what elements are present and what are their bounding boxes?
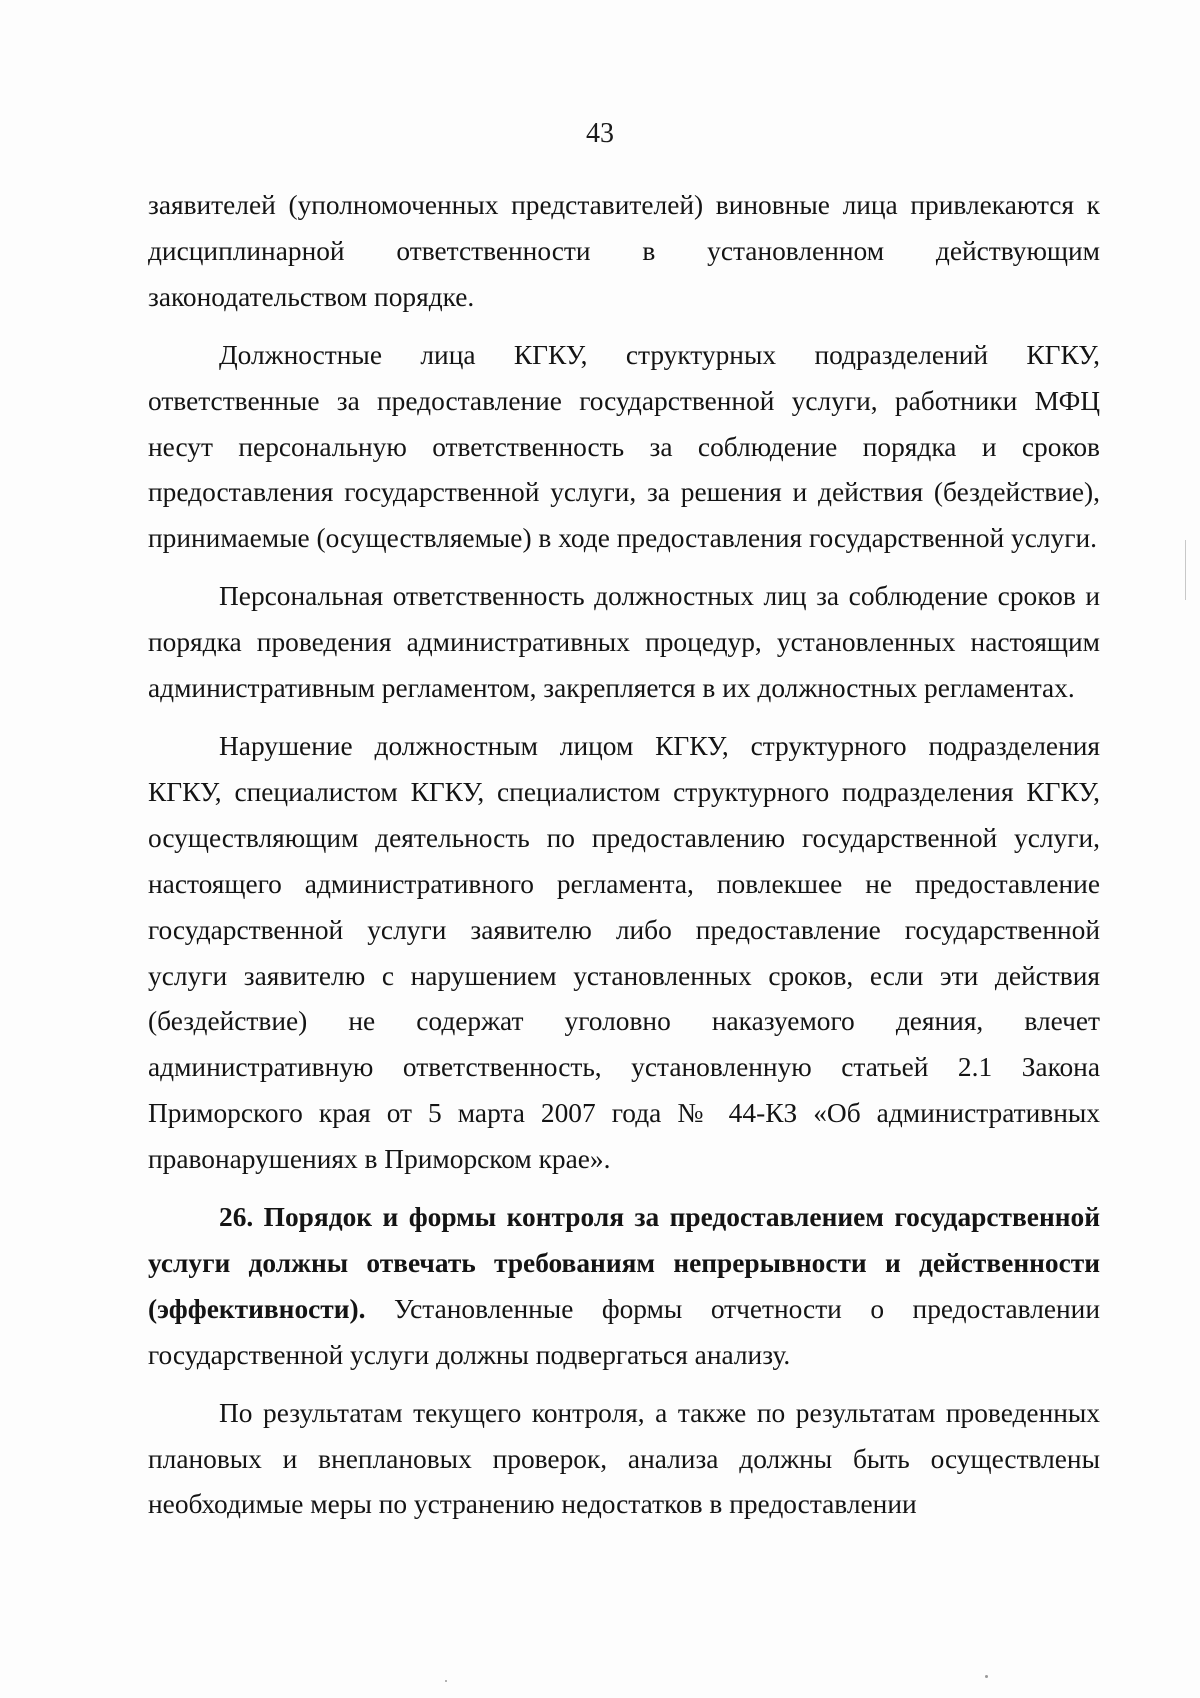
paragraph-continuation: заявителей (уполномоченных представителей) виновные лица привлекаются к дисциплинарной ответственности в установленном действующим законодательством порядке. [148, 190, 1100, 312]
scan-artifact-dot [985, 1675, 988, 1678]
section-26-text: Установленные формы отчетности о предоставлении государственной услуги должны подвергаться анализу. [148, 1293, 1100, 1370]
paragraph-violation: Нарушение должностным лицом КГКУ, структурного подразделения КГКУ, специалистом КГКУ, специалистом структурного подразделения КГКУ, осуществляющим деятельность по предоставлению государственной услуги, настоящего административного регламента, повлекшее не предоставление государственной услуги заявителю либо предоставление государственной услуги заявителю с нарушением установленных сроков, если эти действия (бездействие) не содержат уголовно наказуемого деяния, влечет административную ответственность, установленную статьей 2.1 Закона Приморского края от 5 марта 2007 года № 44-КЗ «Об административных правонарушениях в Приморском крае». [148, 730, 1100, 1175]
document-body [148, 183, 1100, 1528]
paragraph-control-results: По результатам текущего контроля, а также по результатам проведенных плановых и внеплановых проверок, анализа должны быть осуществлены необходимые меры по устранению недостатков в предоставлении [148, 1397, 1100, 1520]
page-number: 43 [586, 118, 614, 149]
paragraph-responsibility: Должностные лица КГКУ, структурных подразделений КГКУ, ответственные за предоставление государственной услуги, работники МФЦ несут персональную ответственность за соблюдение порядка и сроков предоставления государственной услуги, за решения и действия (бездействие), принимаемые (осуществляемые) в ходе предоставления государственной услуги. [148, 339, 1100, 554]
section-26-heading: 26. Порядок и формы контроля за предоставлением государственной услуги должны отвечать требованиям непрерывности и действенности (эффективности). [148, 1202, 1100, 1324]
paragraph-personal-responsibility: Персональная ответственность должностных лиц за соблюдение сроков и порядка проведения административных процедур, установленных настоящим административным регламентом, закрепляется в их должностных регламентах. [148, 581, 1100, 704]
scan-artifact-line [1185, 540, 1186, 600]
paragraph-section-26 [148, 1195, 1100, 1379]
scan-artifact-dot [445, 1680, 447, 1682]
